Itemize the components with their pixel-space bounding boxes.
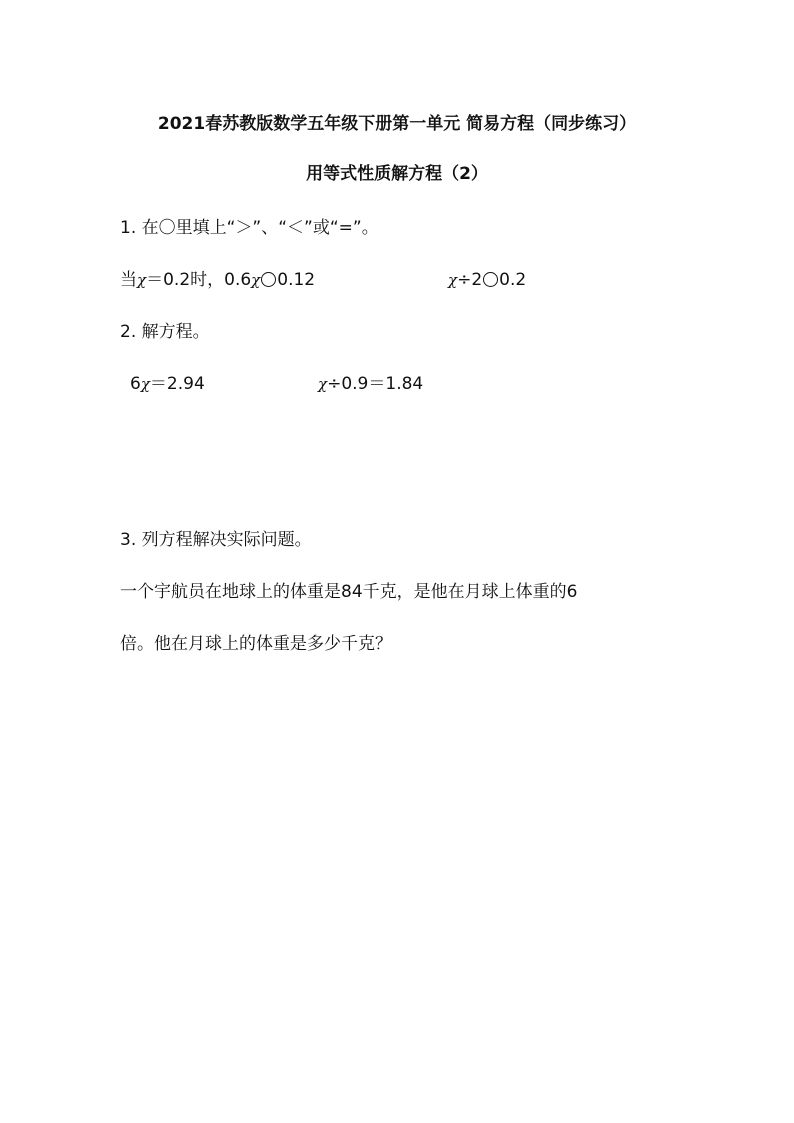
- question-2-prompt: 2. 解方程。: [120, 322, 210, 342]
- question-3-prompt: 3. 列方程解决实际问题。: [120, 530, 312, 550]
- variable-x: χ: [318, 375, 328, 393]
- answer-circle-icon[interactable]: [261, 272, 276, 287]
- variable-x: χ: [448, 271, 458, 289]
- variable-x: χ: [140, 375, 150, 393]
- condition-text: ＝0.2时，0.6: [146, 270, 252, 290]
- equation-rhs: ÷0.9＝1.84: [327, 374, 424, 394]
- compare-value: 0.12: [277, 270, 316, 290]
- equation-2: [318, 372, 423, 396]
- coefficient: 6: [130, 374, 141, 394]
- equation-rhs: ＝2.94: [149, 374, 205, 394]
- question-1-row-a: [120, 268, 315, 292]
- division-text: ÷2: [457, 270, 483, 290]
- compare-value: 0.2: [499, 270, 527, 290]
- variable-x: χ: [251, 271, 261, 289]
- answer-circle-icon[interactable]: [483, 272, 498, 287]
- variable-x: χ: [137, 271, 147, 289]
- document-title: 2021春苏教版数学五年级下册第一单元 简易方程（同步练习）: [157, 114, 637, 134]
- when-label: 当: [120, 270, 137, 290]
- question-1-row-b: [448, 268, 526, 292]
- question-3-line-2: 倍。他在月球上的体重是多少千克？: [120, 634, 392, 654]
- document-subtitle: 用等式性质解方程（2）: [306, 164, 488, 184]
- equation-1: [130, 372, 205, 396]
- question-1-prompt: 1. 在〇里填上“＞”、“＜”或“=”。: [120, 218, 379, 238]
- question-3-line-1: 一个宇航员在地球上的体重是84千克，是他在月球上体重的6: [120, 582, 578, 602]
